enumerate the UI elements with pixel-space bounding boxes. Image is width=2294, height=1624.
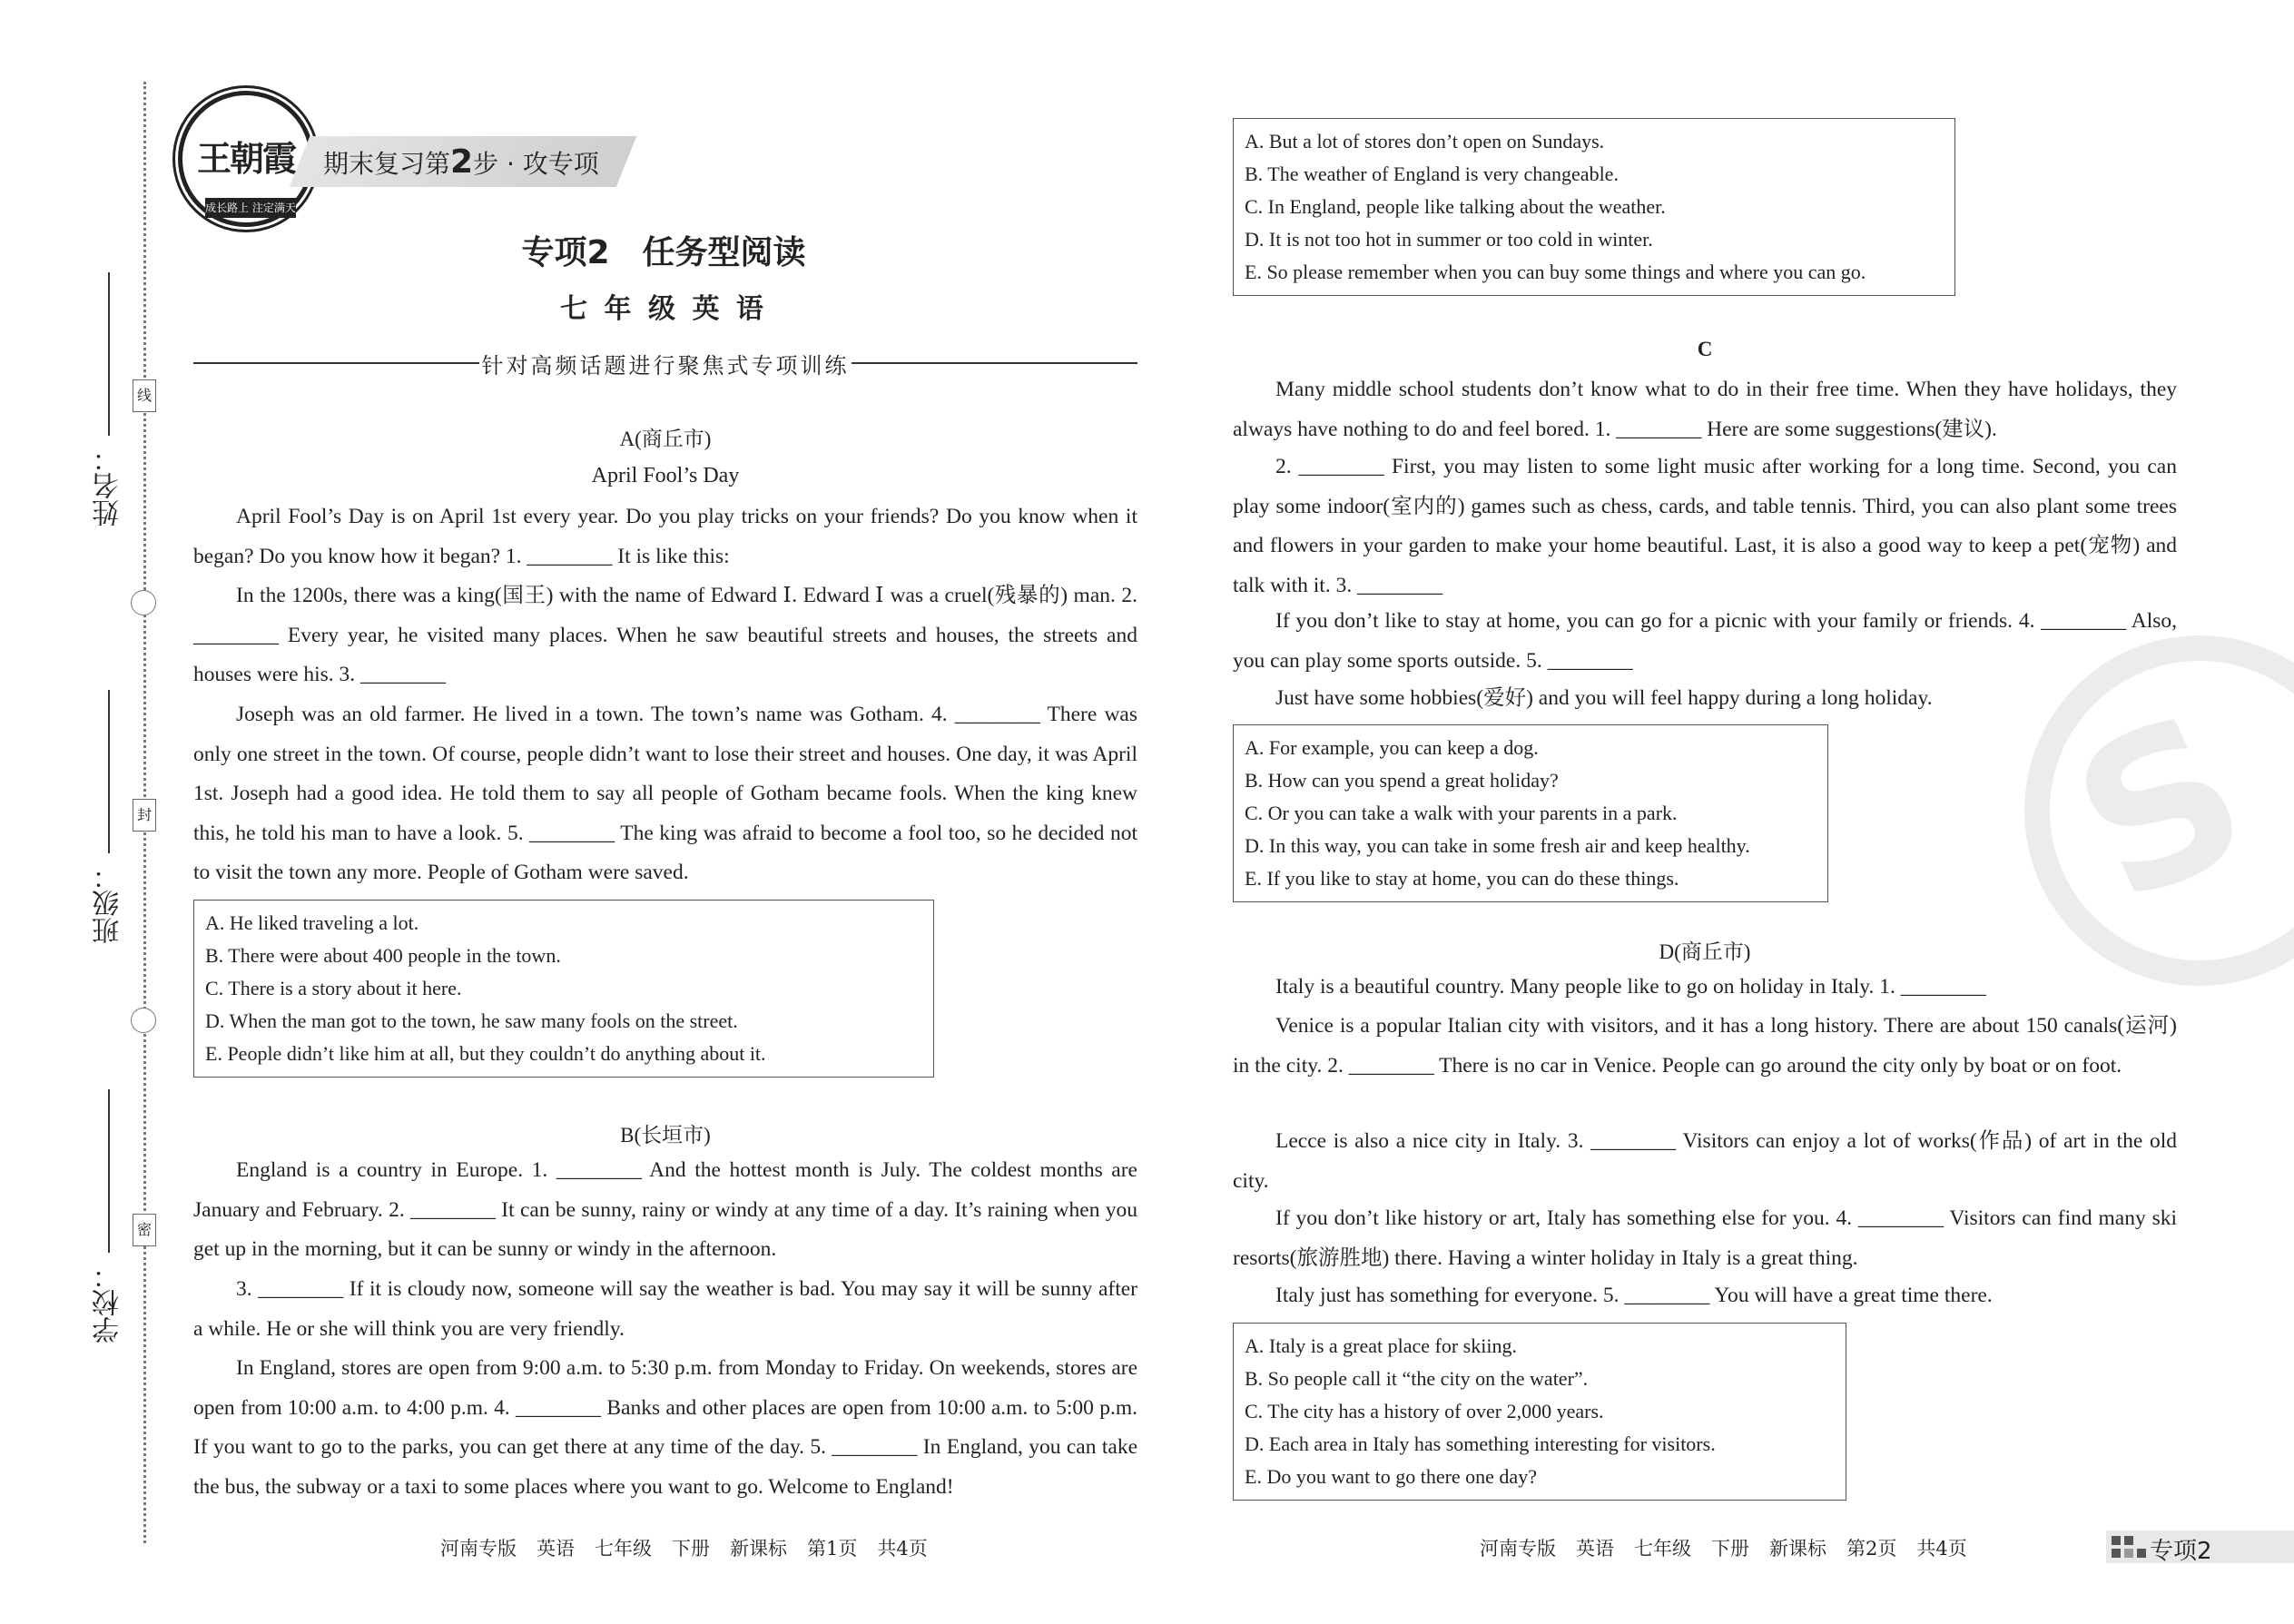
section-d-para-5: Italy just has something for everyone. 5. ________ You will have a great time there. [1275,1284,1993,1307]
binding-hole-icon [131,1008,156,1033]
section-c-heading: C [1697,338,1713,360]
class-label: 班级： [93,862,124,944]
section-a-para-3: Joseph was an old farmer. He lived in a town. The town’s name was Gotham. 4. ________ There was only one street in the town. Of course, people didn’t want to lose their street and houses. One day, it was April 1st. Joseph had a good idea. He told them to say all people of Gotham became fools. When the king knew this, he told his man to have a look. 5. ________ The king was afraid to become a fool too, so he decided not to visit the town any more. People of Gotham were saved. [193,703,1137,884]
option-item: A. But a lot of stores don’t open on Sundays. [1245,130,1605,153]
logo-ribbon: 成长路上 注定满天 [205,198,296,218]
section-d-para-2: Venice is a popular Italian city with visitors, and it has a long history. There are about 150 canals(运河) in the city. 2. ________ There is no car in Venice. People can go around the city only by boat or on foot. [1233,1014,2177,1078]
section-d-para-1: Italy is a beautiful country. Many people like to go on holiday in Italy. 1. ________ [1275,975,1986,999]
section-a-para-1: April Fool’s Day is on April 1st every year. Do you play tricks on your friends? Do you know when it began? Do you know how it began? 1. ________ It is like this: [193,505,1137,568]
watermark-seal-icon: S [2024,635,2294,986]
seal-char-feng: 封 [133,799,156,832]
section-c-para-4: Just have some hobbies(爱好) and you will feel happy during a long holiday. [1275,686,1933,710]
section-a-heading: A(商丘市) [619,428,712,450]
option-item: A. For example, you can keep a dog. [1245,736,1539,759]
option-item: B. There were about 400 people in the town. [205,944,561,967]
option-item: A. Italy is a great place for skiing. [1245,1334,1517,1357]
option-item: D. When the man got to the town, he saw many fools on the street. [205,1009,738,1032]
option-item: B. The weather of England is very changeable. [1245,162,1619,185]
option-item: E. Do you want to go there one day? [1245,1465,1537,1488]
option-item: E. People didn’t like him at all, but they couldn’t do anything about it. [205,1042,766,1065]
corner-section-tag [2106,1530,2294,1563]
section-a-para-2: In the 1200s, there was a king(国王) with the name of Edward Ⅰ. Edward Ⅰ was a cruel(残暴的) man. 2. ________ Every year, he visited many places. When he saw beautiful streets and houses, the streets and houses were his. 3. ________ [193,584,1137,686]
option-item: E. So please remember when you can buy some things and where you can go. [1245,261,1866,283]
tagline-row [193,348,1137,379]
section-b-para-3: In England, stores are open from 9:00 a.m. to 5:30 p.m. from Monday to Friday. On weekends, stores are open from 10:00 a.m. to 4:00 p.m. 4. ________ Banks and other places are open from 10:00 a.m. to 5:00 p.m. If you want to go to the parks, you can get there at any time of the day. 5. ________ In England, you can take the bus, the subway or a taxi to some places where you want to go. Welcome to England! [193,1356,1137,1499]
brand-logo: 王朝霞 [178,91,314,227]
page-subtitle: 七 年 级 英 语 [560,293,767,325]
school-field [89,1089,129,1343]
option-item: B. So people call it “the city on the water”. [1245,1367,1589,1390]
banner-text: 期末复习第2步 · 攻专项 [323,143,599,181]
option-item: B. How can you spend a great holiday? [1245,769,1559,792]
corner-tag-text: 专项2 [2150,1538,2212,1565]
section-b-heading: B(长垣市) [620,1124,711,1147]
section-c-para-3: If you don’t like to stay at home, you can go for a picnic with your family or friends. 4. ________ Also, you can play some sports outside. 5. ________ [1233,609,2177,673]
option-item: D. It is not too hot in summer or too cold in winter. [1245,228,1653,251]
option-item: A. He liked traveling a lot. [205,911,419,934]
section-a-title: April Fool’s Day [591,464,740,487]
section-b-para-1: England is a country in Europe. 1. ________ And the hottest month is July. The coldest months are January and February. 2. ________ It can be sunny, rainy or windy at any time of a day. It’s raining when you get up in the morning, but it can be sunny or windy in the afternoon. [193,1158,1137,1261]
section-c-para-2: 2. ________ First, you may listen to some light music after working for a long time. Second, you can play some indoor(室内的) games such as chess, cards, and table tennis. Third, you can also plant some trees and flowers in your garden to make your home beautiful. Last, it is also a good way to keep a pet(宠物) and talk with it. 3. ________ [1233,455,2177,597]
binding-hole-icon [131,590,156,615]
section-d-para-4: If you don’t like history or art, Italy has something else for you. 4. ________ Visitors can find many ski resorts(旅游胜地) there. Having a winter holiday in Italy is a great thing. [1233,1206,2177,1270]
option-item: C. The city has a history of over 2,000 years. [1245,1400,1604,1422]
footer-right: 河南专版 英语 七年级 下册 新课标 第2页 共4页 [1480,1538,1967,1560]
school-label: 学校： [93,1262,124,1343]
class-field [89,690,129,944]
page-title: 专项2 任务型阅读 [521,234,806,271]
section-d-options [1233,1323,1846,1501]
tagline: 针对高频话题进行聚焦式专项训练 [481,353,850,379]
section-c-para-1: Many middle school students don’t know what to do in their free time. When they have holidays, they always have nothing to do and feel bored. 1. ________ Here are some suggestions(建议). [1233,378,2177,441]
seal-char-xian: 线 [133,379,156,412]
section-b-options [1233,118,1955,296]
section-d-heading: D(商丘市) [1659,940,1751,963]
footer-left: 河南专版 英语 七年级 下册 新课标 第1页 共4页 [440,1538,928,1560]
section-a-options [193,900,934,1078]
option-item: D. In this way, you can take in some fresh air and keep healthy. [1245,834,1750,857]
option-item: C. Or you can take a walk with your parents in a park. [1245,802,1678,824]
section-b-para-2: 3. ________ If it is cloudy now, someone will say the weather is bad. You may say it will be sunny after a while. He or she will think you are very friendly. [193,1277,1137,1341]
option-item: D. Each area in Italy has something interesting for visitors. [1245,1432,1716,1455]
option-item: C. In England, people like talking about the weather. [1245,195,1666,218]
option-item: E. If you like to stay at home, you can do these things. [1245,867,1679,890]
section-d-para-3: Lecce is also a nice city in Italy. 3. ________ Visitors can enjoy a lot of works(作品) of art in the old city. [1233,1129,2177,1193]
name-label: 姓名： [93,445,124,527]
seal-char-mi: 密 [133,1214,156,1246]
section-c-options [1233,724,1828,902]
option-item: C. There is a story about it here. [205,977,462,999]
